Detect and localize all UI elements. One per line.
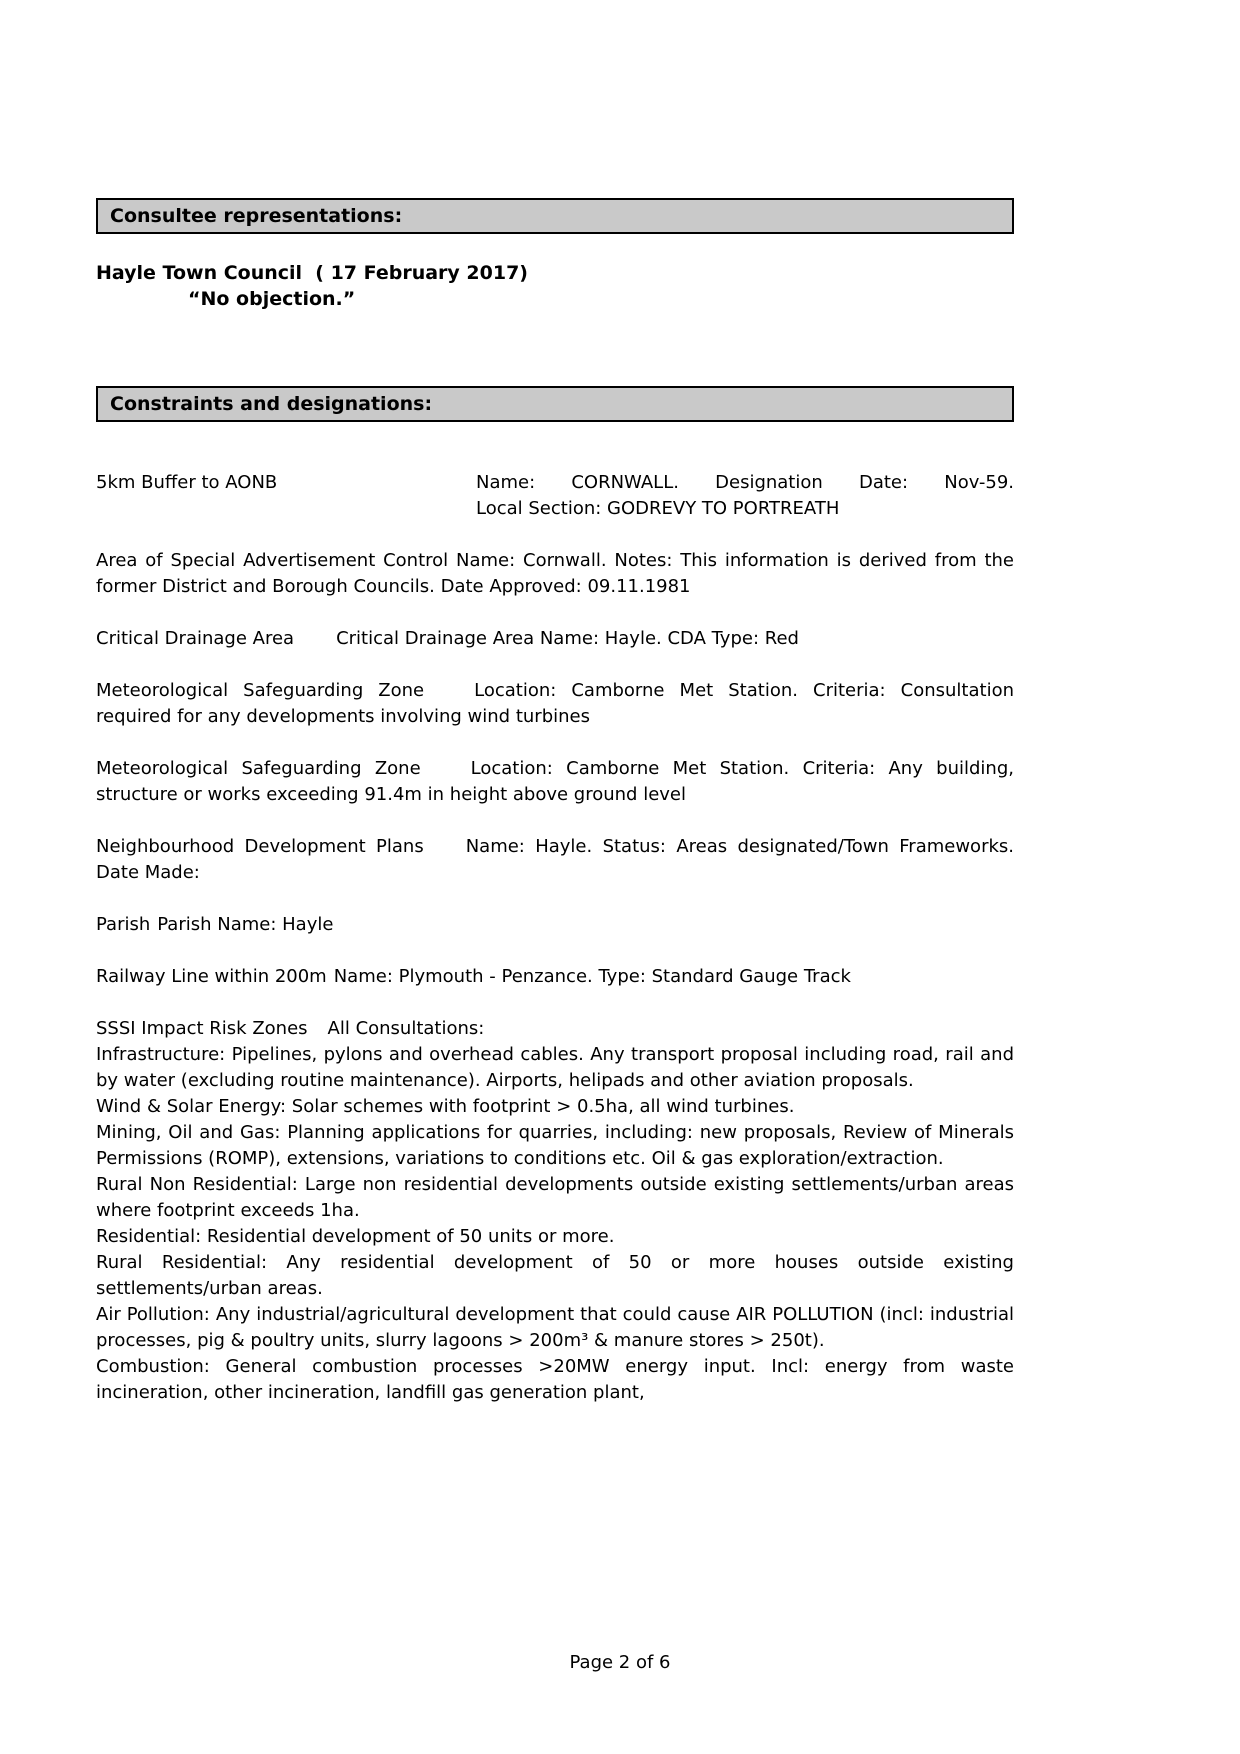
constraints-designations-header-label: Constraints and designations:	[110, 393, 433, 415]
sssi-item-rural-residential	[96, 1250, 1014, 1302]
council-quote: “No objection.”	[188, 288, 356, 310]
constraint-detail: Location: Camborne Met Station. Criteria: Any building, structure or works exceeding 91.4m in height above ground level	[96, 758, 1014, 805]
constraint-label: Critical Drainage Area	[96, 628, 295, 649]
constraint-detail: Location: Camborne Met Station. Criteria: Consultation required for any developments involving wind turbines	[96, 680, 1014, 727]
constraint-detail-line: Name: CORNWALL. Designation Date: Nov-59.	[476, 472, 1014, 493]
sssi-item-wind-solar	[96, 1094, 1014, 1120]
constraint-detail: Critical Drainage Area Name: Hayle. CDA Type: Red	[336, 628, 799, 649]
constraint-text: Area of Special Advertisement Control Name: Cornwall. Notes: This information is derived from the former District and Borough Councils. Date Approved: 09.11.1981	[96, 550, 1014, 597]
consultee-representations-header-label: Consultee representations:	[110, 205, 403, 227]
sssi-item-infrastructure	[96, 1042, 1014, 1094]
sssi-item-text: Combustion: General combustion processes >20MW energy input. Incl: energy from waste incineration, other incineration, landfill gas generation plant,	[96, 1356, 1014, 1403]
constraint-critical-drainage	[96, 626, 1014, 652]
constraint-detail: Parish Name: Hayle	[157, 914, 334, 935]
constraint-buffer-aonb	[96, 470, 1014, 522]
constraints-list	[96, 470, 1014, 1406]
label-detail-spacer	[421, 773, 471, 774]
page-number: Page 2 of 6	[569, 1652, 671, 1673]
constraint-detail: All Consultations:	[327, 1018, 485, 1039]
constraint-parish	[96, 912, 1014, 938]
label-detail-spacer	[424, 695, 474, 696]
label-detail-spacer	[294, 643, 336, 644]
constraint-label: SSSI Impact Risk Zones	[96, 1018, 308, 1039]
constraints-designations-header-bar	[96, 386, 1014, 422]
constraint-railway-line	[96, 964, 1014, 990]
sssi-item-air-pollution	[96, 1302, 1014, 1354]
label-detail-spacer	[308, 1033, 328, 1034]
sssi-item-rural-non-residential	[96, 1172, 1014, 1224]
sssi-item-text: Infrastructure: Pipelines, pylons and overhead cables. Any transport proposal including road, rail and by water (excluding routine maintenance). Airports, helipads and other aviation proposals.	[96, 1044, 1014, 1091]
sssi-item-residential	[96, 1224, 1014, 1250]
constraint-label: Neighbourhood Development Plans	[96, 836, 424, 857]
label-detail-spacer	[424, 851, 466, 852]
constraint-neighbourhood-plans	[96, 834, 1014, 886]
constraint-advertisement-control	[96, 548, 1014, 600]
consultee-response-block	[96, 260, 528, 312]
sssi-item-text: Mining, Oil and Gas: Planning applications for quarries, including: new proposals, Review of Minerals Permissions (ROMP), extensions, variations to conditions etc. Oil & gas exploration/extraction.	[96, 1122, 1014, 1169]
sssi-item-text: Rural Non Residential: Large non residential developments outside existing settlements/urban areas where footprint exceeds 1ha.	[96, 1174, 1014, 1221]
constraint-label: Parish	[96, 914, 151, 935]
constraint-detail: Name: Hayle. Status: Areas designated/Town Frameworks. Date Made:	[96, 836, 1014, 883]
label-detail-spacer	[327, 981, 334, 982]
constraint-label: Meteorological Safeguarding Zone	[96, 680, 425, 701]
constraint-detail: Name: Plymouth - Penzance. Type: Standard Gauge Track	[333, 966, 851, 987]
constraint-label: Meteorological Safeguarding Zone	[96, 758, 421, 779]
council-heading: Hayle Town Council ( 17 February 2017)	[96, 262, 528, 284]
sssi-item-text: Wind & Solar Energy: Solar schemes with footprint > 0.5ha, all wind turbines.	[96, 1096, 795, 1117]
constraint-met-safeguarding-zone-2	[96, 756, 1014, 808]
consultee-representations-header-bar	[96, 198, 1014, 234]
sssi-item-text: Rural Residential: Any residential development of 50 or more houses outside existing settlements/urban areas.	[96, 1252, 1014, 1299]
constraint-sssi-impact-risk-zones	[96, 1016, 1014, 1042]
sssi-item-mining-oil-gas	[96, 1120, 1014, 1172]
sssi-item-text: Residential: Residential development of 50 units or more.	[96, 1226, 615, 1247]
constraint-detail	[476, 470, 1014, 522]
constraint-detail-line: Local Section: GODREVY TO PORTREATH	[476, 498, 840, 519]
sssi-item-combustion	[96, 1354, 1014, 1406]
constraint-label: 5km Buffer to AONB	[96, 472, 278, 493]
sssi-item-text: Air Pollution: Any industrial/agricultural development that could cause AIR POLLUTION (incl: industrial processes, pig & poultry units, slurry lagoons > 200m³ & manure stores > 250t).	[96, 1304, 1014, 1351]
constraint-met-safeguarding-zone-1	[96, 678, 1014, 730]
constraint-label: Railway Line within 200m	[96, 966, 327, 987]
